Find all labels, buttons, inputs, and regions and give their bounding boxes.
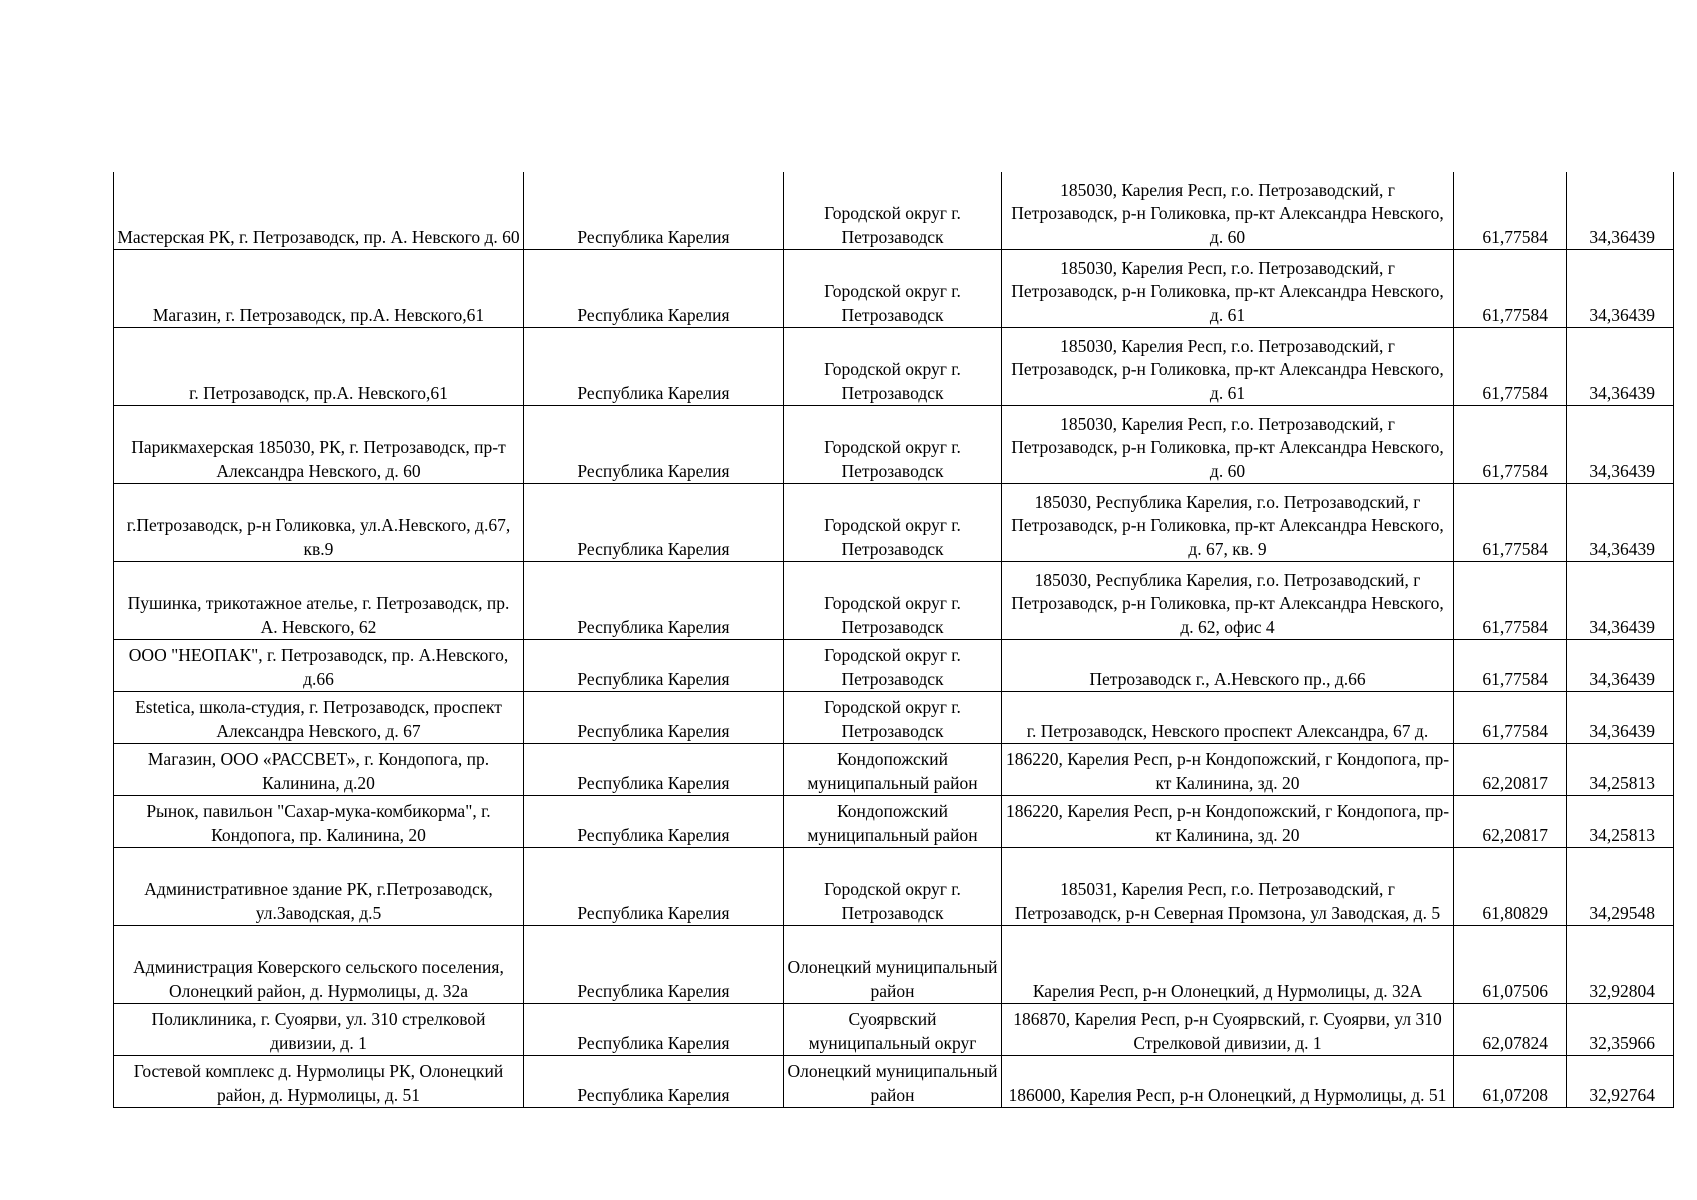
table-row bbox=[114, 796, 1674, 848]
latitude-cell: 61,07506 bbox=[1454, 926, 1567, 1004]
latitude-cell: 61,80829 bbox=[1454, 848, 1567, 926]
address-cell: 185030, Карелия Респ, г.о. Петрозаводский, г Петрозаводск, р-н Голиковка, пр-кт Александра Невского, д. 60 bbox=[1002, 406, 1454, 484]
longitude-cell: 34,36439 bbox=[1567, 250, 1674, 328]
region-cell: Республика Карелия bbox=[524, 926, 784, 1004]
object-name-cell: г.Петрозаводск, р-н Голиковка, ул.А.Невского, д.67, кв.9 bbox=[114, 484, 524, 562]
latitude-cell: 61,77584 bbox=[1454, 406, 1567, 484]
longitude-cell: 34,25813 bbox=[1567, 744, 1674, 796]
latitude-cell: 61,77584 bbox=[1454, 562, 1567, 640]
address-cell: 185030, Республика Карелия, г.о. Петрозаводский, г Петрозаводск, р-н Голиковка, пр-кт Александра Невского, д. 62, офис 4 bbox=[1002, 562, 1454, 640]
latitude-cell: 62,07824 bbox=[1454, 1004, 1567, 1056]
longitude-cell: 32,92764 bbox=[1567, 1056, 1674, 1108]
address-cell: 186000, Карелия Респ, р-н Олонецкий, д Нурмолицы, д. 51 bbox=[1002, 1056, 1454, 1108]
latitude-cell: 61,07208 bbox=[1454, 1056, 1567, 1108]
table-row bbox=[114, 640, 1674, 692]
address-cell: 185031, Карелия Респ, г.о. Петрозаводский, г Петрозаводск, р-н Северная Промзона, ул Заводская, д. 5 bbox=[1002, 848, 1454, 926]
district-cell: Городской округ г. Петрозаводск bbox=[784, 692, 1002, 744]
object-name-cell: Администрация Коверского сельского поселения, Олонецкий район, д. Нурмолицы, д. 32а bbox=[114, 926, 524, 1004]
table-row bbox=[114, 1004, 1674, 1056]
region-cell: Республика Карелия bbox=[524, 328, 784, 406]
district-cell: Городской округ г. Петрозаводск bbox=[784, 172, 1002, 250]
latitude-cell: 62,20817 bbox=[1454, 744, 1567, 796]
district-cell: Городской округ г. Петрозаводск bbox=[784, 848, 1002, 926]
latitude-cell: 61,77584 bbox=[1454, 692, 1567, 744]
district-cell: Кондопожский муниципальный район bbox=[784, 744, 1002, 796]
address-cell: 185030, Карелия Респ, г.о. Петрозаводский, г Петрозаводск, р-н Голиковка, пр-кт Александра Невского, д. 61 bbox=[1002, 328, 1454, 406]
address-cell: 186220, Карелия Респ, р-н Кондопожский, г Кондопога, пр-кт Калинина, зд. 20 bbox=[1002, 744, 1454, 796]
region-cell: Республика Карелия bbox=[524, 484, 784, 562]
region-cell: Республика Карелия bbox=[524, 744, 784, 796]
longitude-cell: 34,36439 bbox=[1567, 640, 1674, 692]
region-cell: Республика Карелия bbox=[524, 1004, 784, 1056]
longitude-cell: 32,35966 bbox=[1567, 1004, 1674, 1056]
table-row bbox=[114, 1056, 1674, 1108]
region-cell: Республика Карелия bbox=[524, 562, 784, 640]
table-row bbox=[114, 848, 1674, 926]
object-name-cell: ООО "НЕОПАК", г. Петрозаводск, пр. А.Невского, д.66 bbox=[114, 640, 524, 692]
address-cell: Петрозаводск г., А.Невского пр., д.66 bbox=[1002, 640, 1454, 692]
address-cell: 185030, Карелия Респ, г.о. Петрозаводский, г Петрозаводск, р-н Голиковка, пр-кт Александра Невского, д. 61 bbox=[1002, 250, 1454, 328]
longitude-cell: 34,36439 bbox=[1567, 406, 1674, 484]
district-cell: Городской округ г. Петрозаводск bbox=[784, 640, 1002, 692]
longitude-cell: 34,36439 bbox=[1567, 692, 1674, 744]
district-cell: Олонецкий муниципальный район bbox=[784, 926, 1002, 1004]
table-row bbox=[114, 250, 1674, 328]
table-row bbox=[114, 484, 1674, 562]
region-cell: Республика Карелия bbox=[524, 640, 784, 692]
table-row bbox=[114, 692, 1674, 744]
longitude-cell: 34,25813 bbox=[1567, 796, 1674, 848]
district-cell: Олонецкий муниципальный район bbox=[784, 1056, 1002, 1108]
object-name-cell: Гостевой комплекс д. Нурмолицы РК, Олонецкий район, д. Нурмолицы, д. 51 bbox=[114, 1056, 524, 1108]
address-cell: Карелия Респ, р-н Олонецкий, д Нурмолицы, д. 32А bbox=[1002, 926, 1454, 1004]
region-cell: Республика Карелия bbox=[524, 692, 784, 744]
object-name-cell: Пушинка, трикотажное ателье, г. Петрозаводск, пр. А. Невского, 62 bbox=[114, 562, 524, 640]
district-cell: Городской округ г. Петрозаводск bbox=[784, 250, 1002, 328]
object-name-cell: Мастерская РК, г. Петрозаводск, пр. А. Невского д. 60 bbox=[114, 172, 524, 250]
object-name-cell: Магазин, ООО «РАССВЕТ», г. Кондопога, пр. Калинина, д.20 bbox=[114, 744, 524, 796]
region-cell: Республика Карелия bbox=[524, 796, 784, 848]
table-row bbox=[114, 406, 1674, 484]
latitude-cell: 61,77584 bbox=[1454, 172, 1567, 250]
address-cell: г. Петрозаводск, Невского проспект Александра, 67 д. bbox=[1002, 692, 1454, 744]
object-name-cell: Estetica, школа-студия, г. Петрозаводск, проспект Александра Невского, д. 67 bbox=[114, 692, 524, 744]
table-row bbox=[114, 744, 1674, 796]
table-row bbox=[114, 926, 1674, 1004]
district-cell: Городской округ г. Петрозаводск bbox=[784, 562, 1002, 640]
longitude-cell: 34,36439 bbox=[1567, 484, 1674, 562]
district-cell: Городской округ г. Петрозаводск bbox=[784, 406, 1002, 484]
region-cell: Республика Карелия bbox=[524, 172, 784, 250]
region-cell: Республика Карелия bbox=[524, 406, 784, 484]
longitude-cell: 34,36439 bbox=[1567, 172, 1674, 250]
table-row bbox=[114, 328, 1674, 406]
longitude-cell: 34,36439 bbox=[1567, 328, 1674, 406]
address-cell: 185030, Карелия Респ, г.о. Петрозаводский, г Петрозаводск, р-н Голиковка, пр-кт Александра Невского, д. 60 bbox=[1002, 172, 1454, 250]
region-cell: Республика Карелия bbox=[524, 250, 784, 328]
address-cell: 186870, Карелия Респ, р-н Суоярвский, г. Суоярви, ул 310 Стрелковой дивизии, д. 1 bbox=[1002, 1004, 1454, 1056]
object-name-cell: г. Петрозаводск, пр.А. Невского,61 bbox=[114, 328, 524, 406]
region-cell: Республика Карелия bbox=[524, 1056, 784, 1108]
longitude-cell: 34,29548 bbox=[1567, 848, 1674, 926]
object-name-cell: Рынок, павильон "Сахар-мука-комбикорма", г. Кондопога, пр. Калинина, 20 bbox=[114, 796, 524, 848]
latitude-cell: 62,20817 bbox=[1454, 796, 1567, 848]
latitude-cell: 61,77584 bbox=[1454, 484, 1567, 562]
object-name-cell: Магазин, г. Петрозаводск, пр.А. Невского,61 bbox=[114, 250, 524, 328]
district-cell: Суоярвский муниципальный округ bbox=[784, 1004, 1002, 1056]
address-cell: 185030, Республика Карелия, г.о. Петрозаводский, г Петрозаводск, р-н Голиковка, пр-кт Александра Невского, д. 67, кв. 9 bbox=[1002, 484, 1454, 562]
longitude-cell: 32,92804 bbox=[1567, 926, 1674, 1004]
object-name-cell: Парикмахерская 185030, РК, г. Петрозаводск, пр-т Александра Невского, д. 60 bbox=[114, 406, 524, 484]
table-row bbox=[114, 562, 1674, 640]
district-cell: Городской округ г. Петрозаводск bbox=[784, 328, 1002, 406]
object-name-cell: Поликлиника, г. Суоярви, ул. 310 стрелковой дивизии, д. 1 bbox=[114, 1004, 524, 1056]
region-cell: Республика Карелия bbox=[524, 848, 784, 926]
locations-table bbox=[113, 172, 1674, 1108]
longitude-cell: 34,36439 bbox=[1567, 562, 1674, 640]
district-cell: Кондопожский муниципальный район bbox=[784, 796, 1002, 848]
latitude-cell: 61,77584 bbox=[1454, 328, 1567, 406]
district-cell: Городской округ г. Петрозаводск bbox=[784, 484, 1002, 562]
latitude-cell: 61,77584 bbox=[1454, 250, 1567, 328]
object-name-cell: Административное здание РК, г.Петрозаводск, ул.Заводская, д.5 bbox=[114, 848, 524, 926]
address-cell: 186220, Карелия Респ, р-н Кондопожский, г Кондопога, пр-кт Калинина, зд. 20 bbox=[1002, 796, 1454, 848]
table-row bbox=[114, 172, 1674, 250]
latitude-cell: 61,77584 bbox=[1454, 640, 1567, 692]
